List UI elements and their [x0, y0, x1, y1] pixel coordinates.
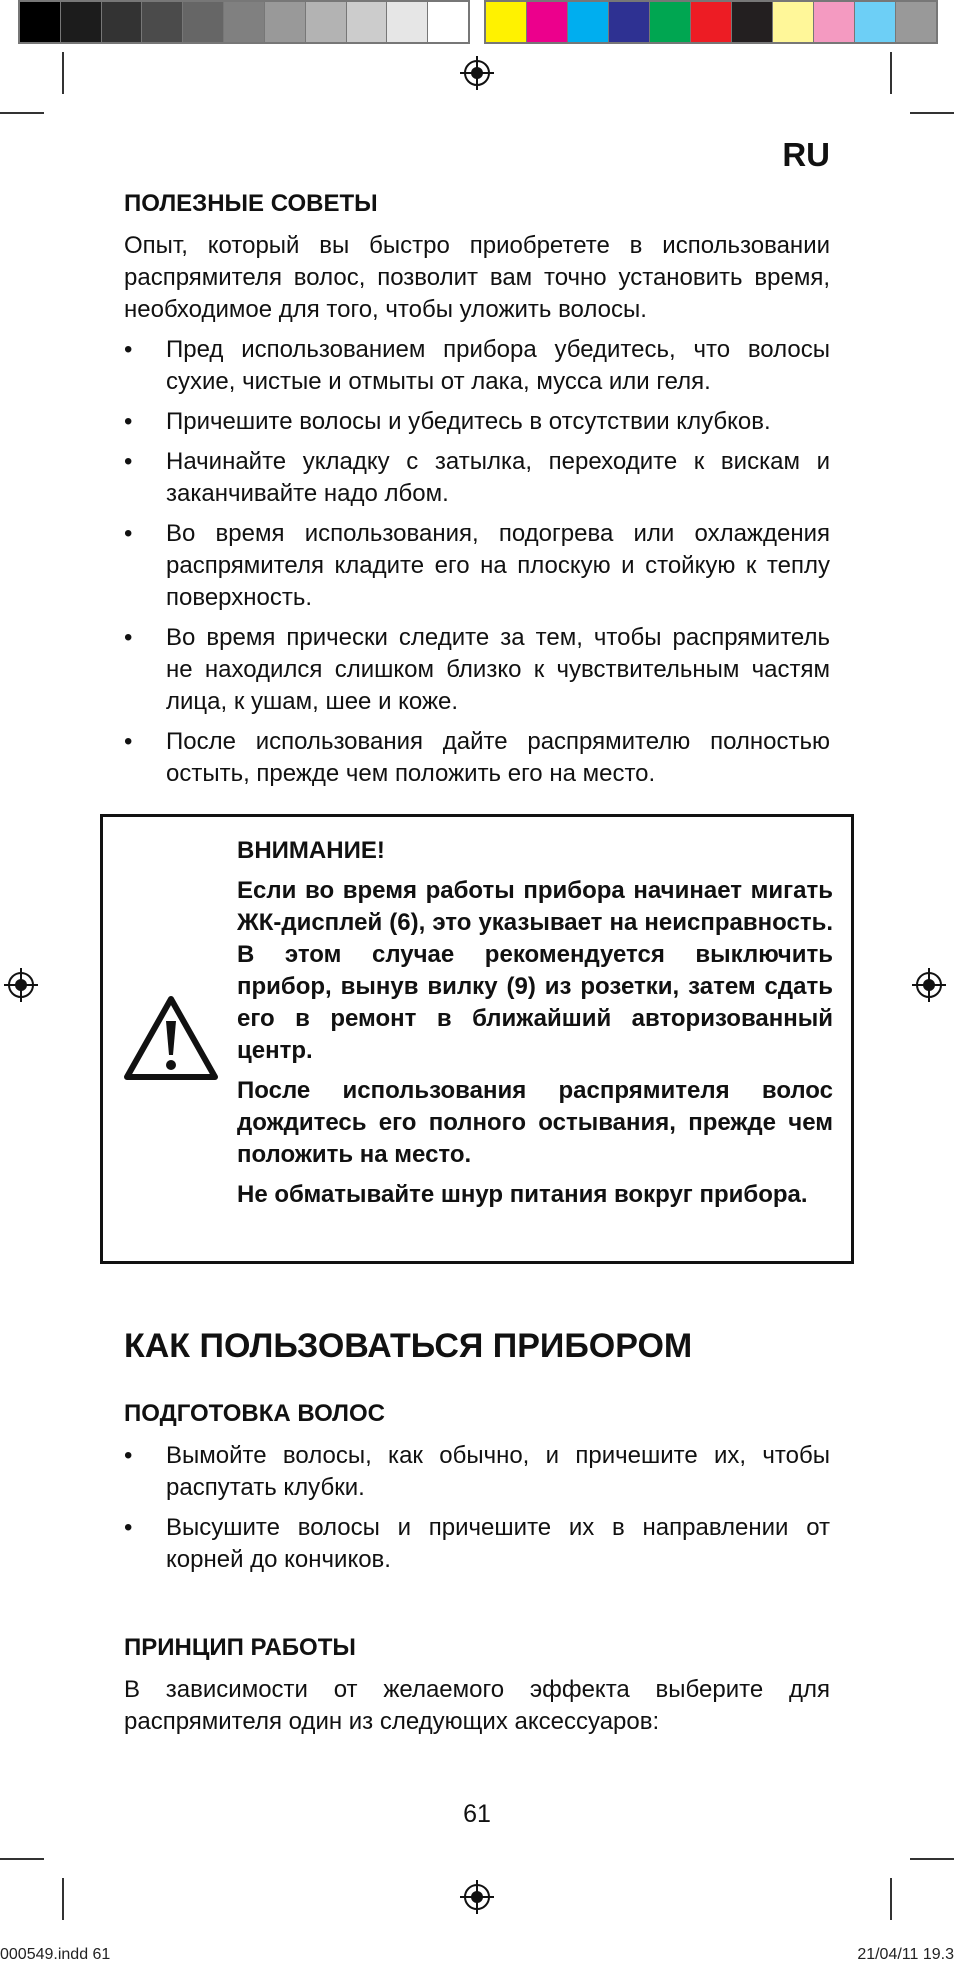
warning-paragraph: После использования распрямителя волос дождитесь его полного остывания, прежде чем положить на место. — [237, 1077, 833, 1168]
color-swatch — [486, 2, 527, 42]
registration-mark-icon — [912, 968, 946, 1002]
color-swatch — [773, 2, 814, 42]
list-item: • Вымойте волосы, как обычно, и причешите их, чтобы распутать клубки. — [124, 1442, 830, 1501]
color-swatch — [527, 2, 568, 42]
color-swatch — [20, 2, 61, 42]
warning-triangle-icon — [123, 995, 219, 1081]
color-swatch — [732, 2, 773, 42]
registration-mark-icon — [460, 56, 494, 90]
color-swatch — [142, 2, 183, 42]
color-swatch — [428, 2, 468, 42]
warning-text — [237, 835, 833, 1219]
language-code: RU — [782, 136, 830, 173]
usage-section — [124, 1327, 830, 1746]
list-item: • Высушите волосы и причешите их в направлении от корней до кончиков. — [124, 1514, 830, 1573]
principle-heading: ПРИНЦИП РАБОТЫ — [124, 1634, 356, 1661]
color-swatch — [650, 2, 691, 42]
color-swatch — [265, 2, 306, 42]
footer-date-info: 21/04/11 19.3 — [857, 1946, 954, 1963]
grayscale-calibration-bar — [18, 0, 470, 44]
registration-mark-icon — [4, 968, 38, 1002]
warning-paragraph: Не обматывайте шнур питания вокруг прибора. — [237, 1181, 808, 1208]
color-swatch — [306, 2, 347, 42]
color-swatch — [568, 2, 609, 42]
crop-mark-bottom-right-h — [910, 1858, 954, 1860]
color-calibration-bar — [484, 0, 938, 44]
footer-file-info: 000549.indd 61 — [0, 1946, 111, 1963]
prep-heading: ПОДГОТОВКА ВОЛОС — [124, 1400, 386, 1427]
page-number: 61 — [463, 1800, 491, 1828]
crop-mark-bottom-left-h — [0, 1858, 44, 1860]
registration-mark-icon — [460, 1880, 494, 1914]
crop-mark-bottom-left-v — [62, 1878, 64, 1920]
list-item: • Во время использования, подогрева или охлаждения распрямителя кладите его на плоскую и стойкую к теплу поверхность. — [124, 520, 830, 611]
crop-mark-top-right-h — [910, 112, 954, 114]
list-item: • Во время прически следите за тем, чтобы распрямитель не находился слишком близко к чувствительным частям лица, к ушам, шее и коже. — [124, 624, 830, 715]
color-swatch — [61, 2, 102, 42]
warning-paragraph: Если во время работы прибора начинает мигать ЖК-дисплей (6), это указывает на неисправность. В этом случае рекомендуется выключить прибор, вынув вилку (9) из розетки, затем сдать его в ремонт в ближайший авторизованный центр. — [237, 877, 833, 1064]
usage-heading: КАК ПОЛЬЗОВАТЬСЯ ПРИБОРОМ — [124, 1327, 693, 1365]
color-swatch — [896, 2, 936, 42]
warning-box — [100, 814, 854, 1264]
warning-title: ВНИМАНИЕ! — [237, 837, 385, 864]
prep-list — [124, 1440, 830, 1576]
color-swatch — [102, 2, 143, 42]
color-swatch — [347, 2, 388, 42]
color-swatch — [609, 2, 650, 42]
color-swatch — [224, 2, 265, 42]
list-item: • Причешите волосы и убедитесь в отсутствии клубков. — [124, 408, 771, 435]
color-swatch — [183, 2, 224, 42]
principle-text: В зависимости от желаемого эффекта выберите для распрямителя один из следующих аксессуаров: — [124, 1676, 830, 1735]
crop-mark-top-left-v — [62, 52, 64, 94]
crop-mark-top-left-h — [0, 112, 44, 114]
color-swatch — [814, 2, 855, 42]
tips-intro: Опыт, который вы быстро приобретете в использовании распрямителя волос, позволит вам точно установить время, необходимое для того, чтобы уложить волосы. — [124, 232, 830, 323]
list-item: • Пред использованием прибора убедитесь, что волосы сухие, чистые и отмыты от лака, мусса или геля. — [124, 336, 830, 395]
crop-mark-bottom-right-v — [890, 1878, 892, 1920]
tips-heading: ПОЛЕЗНЫЕ СОВЕТЫ — [124, 190, 378, 217]
color-swatch — [691, 2, 732, 42]
list-item: • После использования дайте распрямителю полностью остыть, прежде чем положить его на место. — [124, 728, 830, 787]
color-swatch — [387, 2, 428, 42]
color-swatch — [855, 2, 896, 42]
tips-section — [124, 188, 830, 798]
crop-mark-top-right-v — [890, 52, 892, 94]
tips-list — [124, 334, 830, 790]
list-item: • Начинайте укладку с затылка, переходите к вискам и заканчивайте надо лбом. — [124, 448, 830, 507]
